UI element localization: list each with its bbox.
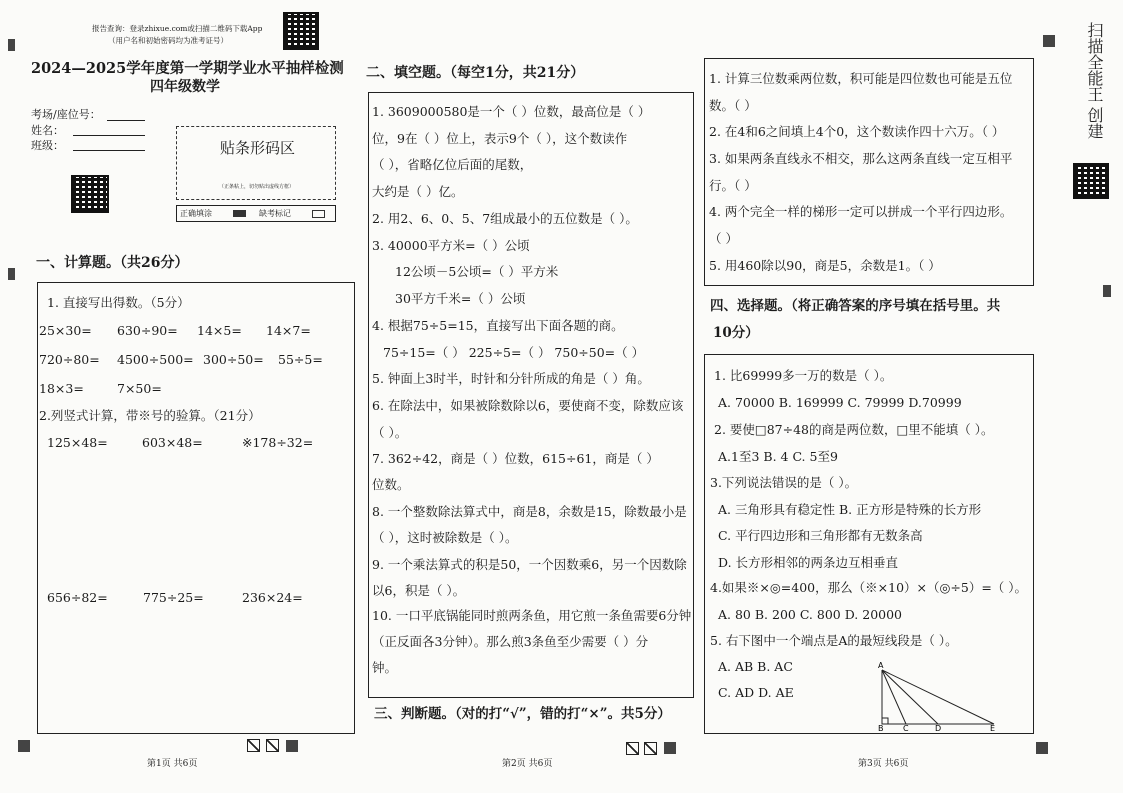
fill-line: 4. 根据75÷5=15，直接写出下面各题的商。	[372, 318, 624, 333]
calc-item: 25×30=	[39, 323, 92, 338]
fill-line: 10. 一口平底锅能同时煎两条鱼，用它煎一条鱼需要6分钟	[372, 608, 692, 623]
fill-line: 8. 一个整数除法算式中，商是8，余数是15，除数最小是	[372, 504, 687, 519]
point-label-e: E	[990, 724, 996, 732]
fill-line: 大约是（ ）亿。	[372, 184, 464, 199]
fill-sample-label: 正确填涂	[180, 209, 212, 218]
point-label-a: A	[878, 661, 884, 670]
choice-options: A. 80 B. 200 C. 800 D. 20000	[718, 607, 903, 622]
calc-item: 14×5=	[197, 323, 242, 338]
class-label: 班级：	[31, 139, 64, 152]
calc-item: 7×50=	[117, 381, 162, 396]
barcode-note: （正条粘上，切勿贴出虚线方框）	[219, 184, 295, 190]
section-1-title: 一、计算题。（共26分）	[36, 255, 189, 271]
judge-line: （ ）	[709, 231, 738, 246]
choice-options: A. 三角形具有稳定性 B. 正方形是特殊的长方形	[718, 502, 982, 517]
vertical-calc-item: 125×48=	[47, 435, 108, 450]
fill-line: 5. 钟面上3时半，时针和分针所成的角是（ ）角。	[372, 371, 650, 386]
judge-line: 3. 如果两条直线永不相交，那么这两条直线一定互相平	[709, 151, 1013, 166]
fill-line: 位数。	[372, 477, 410, 492]
vertical-calc-item: 656÷82=	[47, 590, 108, 605]
class-field[interactable]	[73, 150, 145, 151]
page-marker	[266, 739, 279, 752]
point-label-c: C	[903, 724, 909, 732]
name-label: 姓名：	[31, 124, 64, 137]
registration-mark	[1043, 35, 1055, 47]
qr-code	[283, 12, 319, 50]
section-1-box	[37, 282, 355, 734]
judge-line: 数。（ ）	[709, 98, 757, 113]
page-marker	[626, 742, 639, 755]
judge-line: 行。（ ）	[709, 178, 757, 193]
calc-item: 18×3=	[39, 381, 84, 396]
calc-item: 55÷5=	[278, 352, 323, 367]
fill-line: （ ），省略亿位后面的尾数，	[372, 157, 533, 172]
credential-note: （用户名和初始密码均为准考证号）	[108, 36, 228, 45]
page-marker	[644, 742, 657, 755]
choice-options: A. AB B. AC	[718, 659, 793, 674]
q2-title: 2.列竖式计算，带※号的验算。（21分）	[39, 408, 261, 423]
fill-line: 7. 362÷42，商是（ ）位数，615÷61，商是（ ）	[372, 451, 659, 466]
choice-line: 1. 比69999多一万的数是（ ）。	[714, 368, 893, 383]
seat-label: 考场/座位号：	[31, 108, 101, 121]
barcode-area-label: 贴条形码区	[220, 139, 296, 157]
registration-mark	[1036, 742, 1048, 754]
fill-sample-row	[176, 205, 336, 222]
point-label-d: D	[935, 724, 942, 732]
page-footer-1: 第1页 共6页	[147, 759, 198, 769]
vertical-calc-item: ※178÷32=	[242, 435, 314, 450]
registration-mark	[1103, 285, 1111, 297]
qr-code	[1073, 163, 1109, 199]
calc-item: 4500÷500=	[117, 352, 194, 367]
judge-line: 5. 用460除以90，商是5，余数是1。（ ）	[709, 258, 941, 273]
report-query-note: 报告查询：登录zhixue.com或扫描二维码下载App	[92, 24, 263, 33]
seat-field[interactable]	[107, 120, 145, 121]
fill-line: 以6，积是（ ）。	[372, 583, 466, 598]
choice-options: A. 70000 B. 169999 C. 79999 D.70999	[718, 395, 962, 410]
calc-item: 630÷90=	[117, 323, 178, 338]
fill-line: 钟。	[372, 660, 398, 675]
section-4-title: 四、选择题。（将正确答案的序号填在括号里。共	[710, 298, 1001, 314]
judge-line: 2. 在4和6之间填上4个0，这个数读作四十六万。（ ）	[709, 124, 1005, 139]
side-watermark: 扫描全能王 创建	[1085, 22, 1104, 140]
choice-line: 3.下列说法错误的是（ ）。	[710, 475, 858, 490]
fill-line: 2. 用2、6、0、5、7组成最小的五位数是（ ）。	[372, 211, 638, 226]
filled-box-icon	[233, 210, 246, 217]
registration-mark	[8, 39, 15, 51]
qr-code	[71, 175, 109, 213]
vertical-calc-item: 236×24=	[242, 590, 303, 605]
triangle-figure	[870, 660, 1000, 732]
fill-line: 30平方千米=（ ）公顷	[395, 291, 526, 306]
registration-mark	[8, 268, 15, 280]
section-2-title: 二、填空题。（每空1分，共21分）	[366, 65, 585, 81]
fill-line: （ ）。	[372, 425, 408, 440]
fill-line: 6. 在除法中，如果被除数除以6，要使商不变，除数应该	[372, 398, 684, 413]
page-footer-3: 第3页 共6页	[858, 759, 909, 769]
fill-line: 12公顷－5公顷=（ ）平方米	[395, 264, 559, 279]
barcode-area	[176, 126, 336, 200]
choice-line: 5. 右下图中一个端点是A的最短线段是（ ）。	[710, 633, 958, 648]
missing-mark-label: 缺考标记	[259, 209, 291, 218]
section-4-title-cont: 10分）	[713, 325, 759, 341]
choice-options: C. 平行四边形和三角形都有无数条高	[718, 528, 923, 543]
section-3-box	[704, 58, 1034, 286]
fill-line: 9. 一个乘法算式的积是50，一个因数乘6，另一个因数除	[372, 557, 687, 572]
calc-item: 720÷80=	[39, 352, 100, 367]
fill-line: 1. 3609000580是一个（ ）位数，最高位是（ ）	[372, 104, 651, 119]
registration-mark	[286, 740, 298, 752]
exam-title: 2024—2025学年度第一学期学业水平抽样检测	[31, 60, 344, 77]
q1-title: 1. 直接写出得数。（5分）	[47, 295, 190, 310]
missing-mark-checkbox[interactable]	[312, 210, 325, 218]
choice-options: C. AD D. AE	[718, 685, 794, 700]
point-label-b: B	[878, 724, 884, 732]
choice-line: 4.如果※×◎=400，那么（※×10）×（◎÷5）=（ ）。	[710, 580, 1028, 595]
fill-line: 3. 40000平方米=（ ）公顷	[372, 238, 530, 253]
section-3-title: 三、判断题。（对的打“√”，错的打“×”。共5分）	[374, 706, 671, 722]
calc-item: 300÷50=	[203, 352, 264, 367]
page-footer-2: 第2页 共6页	[502, 759, 553, 769]
name-field[interactable]	[73, 135, 145, 136]
choice-line: 2. 要使□87÷48的商是两位数，□里不能填（ ）。	[714, 422, 994, 437]
registration-mark	[664, 742, 676, 754]
exam-subtitle: 四年级数学	[150, 79, 220, 95]
choice-options: D. 长方形相邻的两条边互相垂直	[718, 555, 899, 570]
fill-line: （ ），这时被除数是（ ）。	[372, 530, 518, 545]
fill-line: 75÷15=（ ） 225÷5=（ ） 750÷50=（ ）	[383, 345, 645, 360]
fill-line: 位，9在（ ）位上，表示9个（ ），这个数读作	[372, 131, 628, 146]
registration-mark	[18, 740, 30, 752]
judge-line: 1. 计算三位数乘两位数，积可能是四位数也可能是五位	[709, 71, 1013, 86]
vertical-calc-item: 603×48=	[142, 435, 203, 450]
page-marker	[247, 739, 260, 752]
fill-line: （正反面各3分钟）。那么煎3条鱼至少需要（ ）分	[372, 634, 649, 649]
choice-options: A.1至3 B. 4 C. 5至9	[718, 449, 838, 464]
judge-line: 4. 两个完全一样的梯形一定可以拼成一个平行四边形。	[709, 204, 1013, 219]
calc-item: 14×7=	[266, 323, 311, 338]
vertical-calc-item: 775÷25=	[143, 590, 204, 605]
